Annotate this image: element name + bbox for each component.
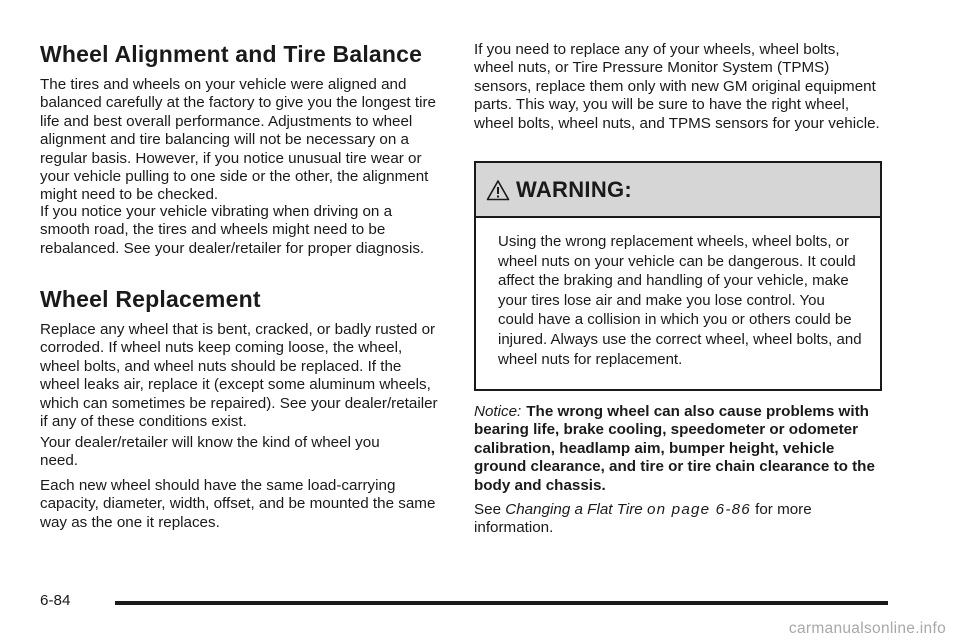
watermark: carmanualsonline.info [788,620,946,637]
page-number: 6-84 [40,592,71,609]
vibration-paragraph: If you notice your vehicle vibrating when driving on a smooth road, the tires and wheels might need to be rebalanced. See your dealer/retailer for proper diagnosis. [40,203,425,257]
section-heading-wheel-replacement: Wheel Replacement [40,286,261,312]
warning-box [474,161,882,391]
warning-header [476,163,880,218]
warning-body [476,218,880,369]
parts-paragraph: If you need to replace any of your wheels, wheel bolts, wheel nuts, or Tire Pressure Monitor System (TPMS) sensors, replace them only with new GM original equipment parts. This way, you will be sure to have the right wheel, wheel bolts, wheel nuts, and TPMS sensors for your vehicle. [474,41,880,132]
warning-triangle-icon [486,179,510,201]
notice-label: Notice: [474,403,522,420]
see-reference-paragraph [474,501,882,538]
notice-text: The wrong wheel can also cause problems with bearing life, brake cooling, speedometer or odometer calibration, headlamp aim, bumper height, vehicle ground clearance, and tire or tire chain clearance to the body and chassis. [474,403,875,494]
new-wheel-paragraph: Each new wheel should have the same load-carrying capacity, diameter, width, offset, and be mounted the same way as the one it replaces. [40,477,436,531]
notice-paragraph [474,403,882,495]
warning-title: WARNING: [516,176,633,202]
reference-title: Changing a Flat Tire [505,501,643,518]
page-footer [40,592,888,614]
alignment-paragraph: The tires and wheels on your vehicle were aligned and balanced carefully at the factory to give you the longest tire life and best overall performance. Adjustments to wheel alignment and tire balancing will not be necessary on a regular basis. However, if you notice unusual tire wear or your vehicle pulling to one side or the other, the alignment might need to be checked. [40,76,436,204]
footer-rule [115,601,888,605]
dealer-paragraph: Your dealer/retailer will know the kind of wheel you need. [40,434,380,470]
see-prefix: See [474,501,502,518]
reference-page-link[interactable]: on page 6-86 [646,501,751,518]
replacement-paragraph: Replace any wheel that is bent, cracked, or badly rusted or corroded. If wheel nuts keep coming loose, the wheel, wheel bolts, and wheel nuts should be replaced. If the wheel leaks air, replace it (except some aluminum wheels, which can sometimes be repaired). See your dealer/retailer if any of these conditions exist. [40,321,438,431]
warning-text: Using the wrong replacement wheels, wheel bolts, or wheel nuts on your vehicle can be dangerous. It could affect the braking and handling of your vehicle, make your tires lose air and make you lose control. You could have a collision in which you or others could be injured. Always use the correct wheel, wheel bolts, and wheel nuts for replacement. [498,233,862,368]
see-suffix: for more information. [474,501,812,537]
section-heading-wheel-alignment: Wheel Alignment and Tire Balance [40,41,423,67]
